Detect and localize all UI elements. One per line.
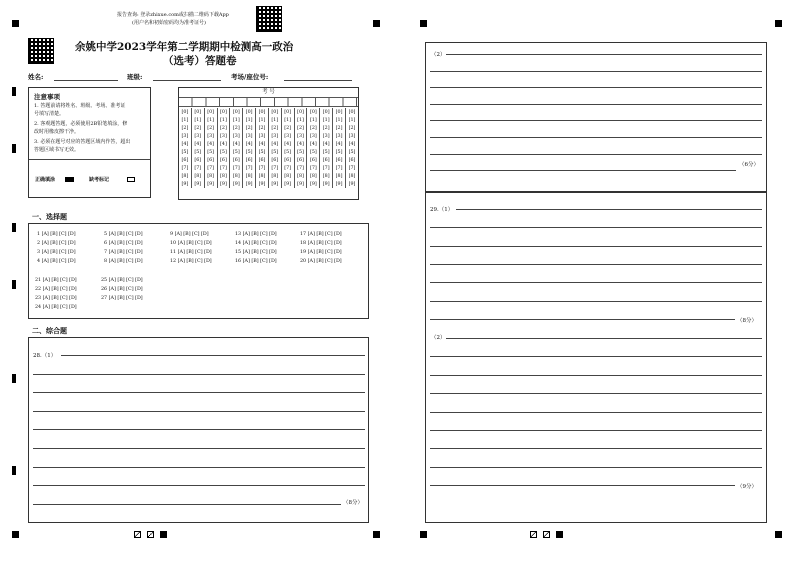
exam-id-bubble[interactable]: [0] — [307, 108, 320, 116]
exam-id-bubble[interactable]: [6] — [256, 156, 269, 164]
exam-id-bubble[interactable]: [1] — [281, 116, 294, 124]
exam-id-bubble[interactable]: [5] — [204, 148, 217, 156]
footer-slash-box — [530, 531, 537, 538]
exam-id-bubble[interactable]: [9] — [191, 180, 204, 188]
answer-line[interactable] — [446, 54, 762, 55]
q29-label: 29.（1） — [430, 207, 454, 213]
exam-id-bubble[interactable]: [0] — [281, 108, 294, 116]
exam-id-bubble[interactable]: [4] — [191, 140, 204, 148]
exam-id-bubble[interactable]: [5] — [191, 148, 204, 156]
exam-id-bubble[interactable]: [0] — [191, 108, 204, 116]
exam-id-bubble[interactable]: [8] — [230, 172, 243, 180]
exam-id-bubble[interactable]: [2] — [243, 124, 256, 132]
exam-id-bubble[interactable]: [4] — [320, 140, 333, 148]
choice-item[interactable]: 6 [A] [B] [C] [D] — [104, 241, 143, 246]
q28-2-label: （2） — [431, 52, 446, 58]
exam-id-bubble[interactable]: [9] — [256, 180, 269, 188]
exam-id-bubble[interactable]: [8] — [181, 173, 189, 179]
exam-id-bubble[interactable]: [4] — [294, 140, 307, 148]
exam-id-bubble[interactable]: [9] — [333, 180, 346, 188]
exam-id-bubble[interactable]: [2] — [320, 124, 333, 132]
exam-id-bubble[interactable]: [6] — [307, 156, 320, 164]
choice-item[interactable]: 17 [A] [B] [C] [D] — [300, 232, 342, 237]
choice-item[interactable]: 26 [A] [B] [C] [D] — [101, 287, 143, 292]
exam-id-bubble[interactable]: [0] — [230, 108, 243, 116]
class-field[interactable] — [153, 80, 221, 81]
exam-id-bubble[interactable]: [4] — [268, 140, 281, 148]
exam-id-bubble[interactable]: [9] — [204, 180, 217, 188]
answer-line[interactable] — [456, 209, 762, 210]
correct-fill-label: 正确填涂 — [35, 177, 56, 183]
exam-id-bubble[interactable]: [4] — [181, 141, 189, 147]
corner-mark-bottom-mid-left — [373, 531, 380, 538]
q28-label: 28.（1） — [33, 353, 57, 359]
exam-id-bubble[interactable]: [1] — [294, 116, 307, 124]
exam-id-bubble[interactable]: [3] — [268, 132, 281, 140]
exam-id-bubble[interactable]: [4] — [281, 140, 294, 148]
answer-line[interactable] — [33, 448, 365, 449]
choice-item[interactable]: 12 [A] [B] [C] [D] — [170, 259, 212, 264]
answer-line[interactable] — [430, 412, 762, 413]
exam-id-bubble[interactable]: [4] — [243, 140, 256, 148]
answer-line[interactable] — [33, 429, 365, 430]
answer-line[interactable] — [430, 467, 762, 468]
exam-id-bubble[interactable]: [0] — [256, 108, 269, 116]
exam-id-bubble[interactable]: [1] — [320, 116, 333, 124]
exam-id-bubble[interactable]: [7] — [217, 164, 230, 172]
correct-fill-sample — [65, 177, 74, 182]
q28-answer-box — [28, 337, 369, 523]
footer-slash-box — [134, 531, 141, 538]
exam-id-bubble[interactable]: [1] — [268, 116, 281, 124]
choice-item[interactable]: 5 [A] [B] [C] [D] — [104, 232, 143, 237]
answer-line[interactable] — [430, 264, 762, 265]
q29-answer-box — [425, 192, 767, 523]
footer-filled-box — [160, 531, 167, 538]
seat-field[interactable] — [284, 80, 352, 81]
exam-id-bubble[interactable]: [6] — [243, 156, 256, 164]
exam-id-bubble[interactable]: [8] — [204, 172, 217, 180]
exam-id-bubble[interactable]: [6] — [294, 156, 307, 164]
exam-id-bubble[interactable]: [4] — [204, 140, 217, 148]
choice-item[interactable]: 18 [A] [B] [C] [D] — [300, 241, 342, 246]
exam-id-bubble[interactable]: [8] — [320, 172, 333, 180]
exam-id-bubble[interactable]: [1] — [333, 116, 346, 124]
exam-id-bubble[interactable]: [3] — [204, 132, 217, 140]
choice-item[interactable]: 9 [A] [B] [C] [D] — [170, 232, 209, 237]
exam-id-bubble[interactable]: [7] — [333, 164, 346, 172]
answer-line[interactable] — [430, 71, 762, 72]
exam-id-bubble[interactable]: [3] — [181, 133, 189, 139]
exam-id-bubble[interactable]: [1] — [307, 116, 320, 124]
exam-id-bubble[interactable]: [3] — [191, 132, 204, 140]
answer-line[interactable] — [33, 411, 365, 412]
answer-line[interactable] — [430, 375, 762, 376]
exam-id-bubble[interactable]: [7] — [243, 164, 256, 172]
exam-id-bubble[interactable]: [2] — [256, 124, 269, 132]
exam-id-bubble[interactable]: [7] — [181, 165, 189, 171]
report-notice-line1: 报告查询: 登录zhixue.com或扫描二维码下载App — [117, 12, 229, 18]
notes-box — [28, 87, 151, 198]
exam-id-bubble[interactable]: [4] — [217, 140, 230, 148]
answer-line[interactable] — [430, 301, 762, 302]
answer-line[interactable] — [430, 87, 762, 88]
exam-id-bubble[interactable]: [1] — [230, 116, 243, 124]
exam-id-bubble[interactable]: [2] — [181, 125, 189, 131]
exam-id-bubble[interactable]: [1] — [204, 116, 217, 124]
footer-filled-box — [556, 531, 563, 538]
notes-line: 号填写清楚。 — [34, 111, 65, 117]
answer-line[interactable] — [430, 448, 762, 449]
exam-id-bubble[interactable]: [8] — [191, 172, 204, 180]
exam-id-bubble[interactable]: [5] — [268, 148, 281, 156]
exam-id-bubble[interactable]: [6] — [281, 156, 294, 164]
exam-id-bubble[interactable]: [7] — [320, 164, 333, 172]
choice-item[interactable]: 8 [A] [B] [C] [D] — [104, 259, 143, 264]
exam-id-bubble[interactable]: [3] — [217, 132, 230, 140]
exam-id-bubble[interactable]: [0] — [268, 108, 281, 116]
answer-line[interactable] — [430, 104, 762, 105]
exam-id-bubble[interactable]: [2] — [345, 124, 358, 132]
missing-mark-checkbox[interactable] — [127, 177, 135, 182]
exam-id-bubble[interactable]: [2] — [333, 124, 346, 132]
exam-id-bubble[interactable]: [4] — [333, 140, 346, 148]
exam-id-bubble[interactable]: [3] — [307, 132, 320, 140]
choice-item[interactable]: 25 [A] [B] [C] [D] — [101, 278, 143, 283]
answer-line[interactable] — [430, 120, 762, 121]
answer-line[interactable] — [33, 467, 365, 468]
exam-id-bubble[interactable]: [0] — [333, 108, 346, 116]
exam-id-bubble[interactable]: [2] — [281, 124, 294, 132]
corner-mark-bottom-left — [12, 531, 19, 538]
comprehensive-section-title: 二、综合题 — [32, 326, 67, 335]
exam-id-bubble[interactable]: [9] — [320, 180, 333, 188]
exam-id-bubble[interactable]: [7] — [345, 164, 358, 172]
choice-item[interactable]: 3 [A] [B] [C] [D] — [37, 250, 76, 255]
answer-line[interactable] — [430, 485, 735, 486]
choice-item[interactable]: 20 [A] [B] [C] [D] — [300, 259, 342, 264]
exam-id-bubble[interactable]: [8] — [307, 172, 320, 180]
choice-item[interactable]: 4 [A] [B] [C] [D] — [37, 259, 76, 264]
timing-mark — [12, 466, 16, 475]
choice-item[interactable]: 24 [A] [B] [C] [D] — [35, 305, 77, 310]
choice-item[interactable]: 11 [A] [B] [C] [D] — [170, 250, 212, 255]
exam-id-bubble[interactable]: [9] — [294, 180, 307, 188]
exam-id-bubble[interactable]: [5] — [217, 148, 230, 156]
exam-id-bubble[interactable]: [8] — [217, 172, 230, 180]
exam-id-bubble[interactable]: [0] — [320, 108, 333, 116]
corner-mark-top-mid-left — [373, 20, 380, 27]
exam-id-bubble[interactable]: [7] — [294, 164, 307, 172]
notes-line: 改时用橡皮擦干净。 — [34, 129, 80, 135]
q28-score: （8分） — [343, 500, 363, 506]
exam-id-bubble[interactable]: [1] — [345, 116, 358, 124]
exam-id-bubble[interactable]: [2] — [217, 124, 230, 132]
seat-label: 考场/座位号: — [231, 73, 269, 81]
exam-id-bubble[interactable]: [9] — [181, 181, 189, 187]
answer-line[interactable] — [446, 338, 762, 339]
exam-id-bubble[interactable]: [2] — [191, 124, 204, 132]
exam-id-bubble[interactable]: [5] — [181, 149, 189, 155]
corner-mark-bottom-mid-right — [420, 531, 427, 538]
answer-line[interactable] — [33, 374, 365, 375]
timing-mark — [12, 223, 16, 232]
exam-id-bubble[interactable]: [7] — [307, 164, 320, 172]
q29-2-score: （9分） — [737, 484, 757, 490]
corner-mark-bottom-right — [775, 531, 782, 538]
page-title: 余姚中学2023学年第二学期期中检测高一政治 — [75, 41, 294, 53]
notes-line: 2. 客观题答题，必须使用2B铅笔填涂，修 — [34, 121, 128, 127]
exam-id-bubble[interactable]: [6] — [230, 156, 243, 164]
notes-line: 3. 必须在题号对应的答题区域内作答，超出 — [34, 139, 131, 145]
exam-id-bubble[interactable]: [9] — [268, 180, 281, 188]
timing-mark — [12, 144, 16, 153]
answer-line[interactable] — [430, 154, 762, 155]
exam-id-bubble[interactable]: [2] — [307, 124, 320, 132]
exam-id-bubble[interactable]: [8] — [281, 172, 294, 180]
q28-2-answer-box — [425, 42, 767, 192]
exam-id-bubble[interactable]: [3] — [243, 132, 256, 140]
exam-id-bubble[interactable]: [0] — [217, 108, 230, 116]
answer-line[interactable] — [61, 355, 365, 356]
missing-mark-label: 缺考标记 — [89, 177, 110, 183]
choice-item[interactable]: 2 [A] [B] [C] [D] — [37, 241, 76, 246]
exam-id-bubble[interactable]: [9] — [243, 180, 256, 188]
exam-id-bubble[interactable]: [9] — [230, 180, 243, 188]
choice-item[interactable]: 10 [A] [B] [C] [D] — [170, 241, 212, 246]
report-notice-line2: (用户名和初始密码均为准考证号) — [132, 20, 206, 26]
exam-id-bubble[interactable]: [2] — [204, 124, 217, 132]
timing-mark — [12, 374, 16, 383]
q28-2-score: （6分） — [739, 162, 759, 168]
timing-mark — [12, 280, 16, 289]
answer-line[interactable] — [430, 227, 762, 228]
answer-line[interactable] — [430, 170, 736, 171]
exam-id-bubble[interactable]: [9] — [281, 180, 294, 188]
app-qr-code-icon — [256, 6, 282, 32]
exam-id-bubble[interactable]: [3] — [294, 132, 307, 140]
exam-id-bubble[interactable]: [2] — [268, 124, 281, 132]
page-subtitle: （选考）答题卷 — [163, 55, 237, 67]
choice-item[interactable]: 13 [A] [B] [C] [D] — [235, 232, 277, 237]
name-field[interactable] — [54, 80, 118, 81]
exam-id-bubble[interactable]: [4] — [230, 140, 243, 148]
choice-item[interactable]: 1 [A] [B] [C] [D] — [37, 232, 76, 237]
exam-id-bubble[interactable]: [0] — [181, 109, 189, 115]
exam-id-bubble[interactable]: [8] — [243, 172, 256, 180]
exam-id-bubble[interactable]: [3] — [281, 132, 294, 140]
exam-id-write-row[interactable] — [179, 98, 358, 107]
exam-id-bubble[interactable]: [6] — [204, 156, 217, 164]
answer-line[interactable] — [33, 485, 365, 486]
timing-mark — [12, 87, 16, 96]
exam-id-bubble[interactable]: [4] — [307, 140, 320, 148]
choice-item[interactable]: 15 [A] [B] [C] [D] — [235, 250, 277, 255]
exam-id-bubble[interactable]: [5] — [320, 148, 333, 156]
exam-id-bubble[interactable]: [1] — [217, 116, 230, 124]
exam-id-bubble[interactable]: [8] — [256, 172, 269, 180]
corner-mark-top-right — [775, 20, 782, 27]
choice-item[interactable]: 7 [A] [B] [C] [D] — [104, 250, 143, 255]
choice-item[interactable]: 14 [A] [B] [C] [D] — [235, 241, 277, 246]
exam-id-bubble[interactable]: [7] — [204, 164, 217, 172]
exam-id-bubble[interactable]: [3] — [256, 132, 269, 140]
answer-line[interactable] — [430, 246, 762, 247]
notes-line: 答题区域书写无效。 — [34, 147, 80, 153]
exam-id-bubble[interactable]: [6] — [191, 156, 204, 164]
footer-slash-box — [543, 531, 550, 538]
corner-mark-top-left — [12, 20, 19, 27]
exam-id-bubble[interactable]: [5] — [307, 148, 320, 156]
exam-id-bubble[interactable]: [0] — [345, 108, 358, 116]
choice-item[interactable]: 16 [A] [B] [C] [D] — [235, 259, 277, 264]
answer-line[interactable] — [430, 393, 762, 394]
choice-item[interactable]: 27 [A] [B] [C] [D] — [101, 296, 143, 301]
exam-id-bubble[interactable]: [0] — [204, 108, 217, 116]
answer-line[interactable] — [430, 137, 762, 138]
exam-id-bubble[interactable]: [3] — [320, 132, 333, 140]
exam-id-bubble[interactable]: [6] — [217, 156, 230, 164]
exam-id-bubble[interactable]: [5] — [230, 148, 243, 156]
exam-id-bubble[interactable]: [4] — [256, 140, 269, 148]
notes-divider — [29, 159, 150, 160]
exam-id-bubble[interactable]: [7] — [268, 164, 281, 172]
exam-id-bubble[interactable]: [1] — [243, 116, 256, 124]
choice-item[interactable]: 19 [A] [B] [C] [D] — [300, 250, 342, 255]
choice-item[interactable]: 21 [A] [B] [C] [D] — [35, 278, 77, 283]
exam-id-bubble[interactable]: [5] — [294, 148, 307, 156]
exam-id-bubble[interactable]: [6] — [268, 156, 281, 164]
exam-id-grid — [178, 87, 359, 200]
answer-line[interactable] — [33, 504, 341, 505]
exam-id-bubble[interactable]: [3] — [230, 132, 243, 140]
exam-id-bubble[interactable]: [5] — [256, 148, 269, 156]
answer-line[interactable] — [33, 392, 365, 393]
notes-title: 注意事项 — [34, 93, 60, 101]
answer-line[interactable] — [430, 356, 762, 357]
exam-id-bubble[interactable]: [7] — [256, 164, 269, 172]
exam-id-bubble[interactable]: [4] — [345, 140, 358, 148]
answer-line[interactable] — [430, 430, 762, 431]
exam-id-bubble[interactable]: [9] — [217, 180, 230, 188]
exam-id-bubble[interactable]: [7] — [191, 164, 204, 172]
class-label: 班级: — [127, 73, 143, 81]
exam-id-bubble[interactable]: [8] — [268, 172, 281, 180]
exam-id-bubble[interactable]: [0] — [294, 108, 307, 116]
exam-id-bubbles — [179, 108, 358, 188]
exam-id-bubble[interactable]: [2] — [230, 124, 243, 132]
exam-id-bubble[interactable]: [6] — [345, 156, 358, 164]
exam-id-bubble[interactable]: [6] — [181, 157, 189, 163]
exam-id-bubble[interactable]: [1] — [256, 116, 269, 124]
exam-id-label: 考 号 — [179, 88, 358, 98]
answer-line[interactable] — [430, 319, 735, 320]
corner-mark-top-mid-right — [420, 20, 427, 27]
exam-id-bubble[interactable]: [5] — [281, 148, 294, 156]
exam-id-bubble[interactable]: [8] — [345, 172, 358, 180]
exam-id-bubble[interactable]: [9] — [345, 180, 358, 188]
exam-id-bubble[interactable]: [5] — [243, 148, 256, 156]
exam-id-bubble[interactable]: [8] — [294, 172, 307, 180]
exam-id-bubble[interactable]: [8] — [333, 172, 346, 180]
q29-1-score: （8分） — [737, 318, 757, 324]
exam-id-bubble[interactable]: [7] — [281, 164, 294, 172]
choice-item[interactable]: 22 [A] [B] [C] [D] — [35, 287, 77, 292]
student-qr-code-icon — [28, 38, 54, 64]
exam-id-bubble[interactable]: [3] — [333, 132, 346, 140]
exam-id-bubble[interactable]: [0] — [243, 108, 256, 116]
exam-id-bubble[interactable]: [3] — [345, 132, 358, 140]
answer-line[interactable] — [430, 282, 762, 283]
exam-id-bubble[interactable]: [6] — [333, 156, 346, 164]
choice-section-title: 一、选择题 — [32, 212, 67, 221]
exam-id-bubble[interactable]: [5] — [333, 148, 346, 156]
exam-id-bubble[interactable]: [1] — [181, 117, 189, 123]
q29-2-label: （2） — [431, 335, 446, 341]
choice-box — [28, 223, 369, 319]
exam-id-bubble[interactable]: [1] — [191, 116, 204, 124]
exam-id-bubble[interactable]: [6] — [320, 156, 333, 164]
choice-item[interactable]: 23 [A] [B] [C] [D] — [35, 296, 77, 301]
exam-id-bubble[interactable]: [7] — [230, 164, 243, 172]
notes-line: 1. 答题前请将姓名、班级、考场、准考证 — [34, 103, 126, 109]
footer-slash-box — [147, 531, 154, 538]
exam-id-bubble[interactable]: [9] — [307, 180, 320, 188]
exam-id-bubble[interactable]: [5] — [345, 148, 358, 156]
exam-id-bubble[interactable]: [2] — [294, 124, 307, 132]
name-label: 姓名: — [28, 73, 44, 81]
